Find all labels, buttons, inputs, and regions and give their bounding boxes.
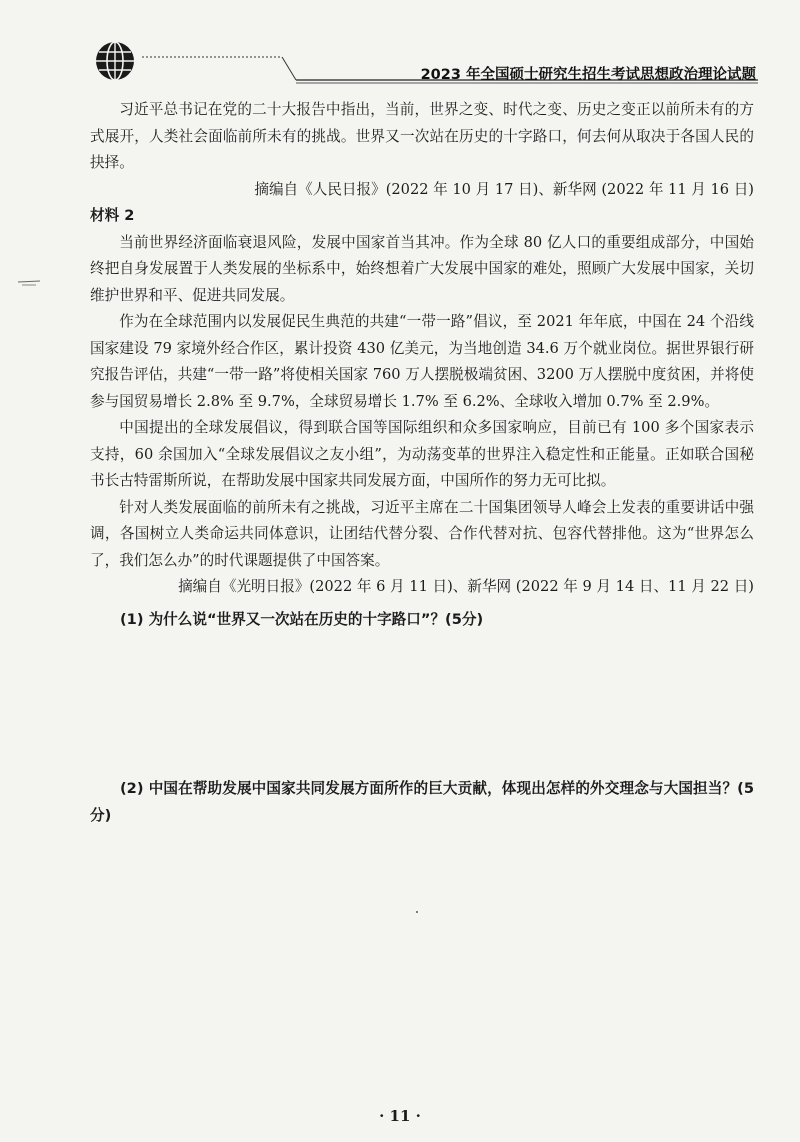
- margin-mark: [16, 276, 44, 290]
- page-number: · 11 ·: [379, 1107, 421, 1125]
- material2-paragraph-1: 当前世界经济面临衰退风险，发展中国家首当其冲。作为全球 80 亿人口的重要组成部分，中国始终把自身发展置于人类发展的坐标系中，始终想着广大发展中国家的难处，照顾广大发展中国家，关切维护世界和平、促进共同发展。: [90, 233, 754, 304]
- question-2: (2) 中国在帮助发展中国家共同发展方面所作的巨大贡献，体现出怎样的外交理念与大国担当？(5分): [90, 780, 754, 824]
- material2-paragraph-2: 作为在全球范围内以发展促民生典范的共建“一带一路”倡议，至 2021 年年底，中国在 24 个沿线国家建设 79 家境外经合作区，累计投资 430 亿美元，为当地创造 34.6 万个就业岗位。据世界银行研究报告评估，共建“一带一路”将使相关国家 760 万人摆脱极端贫困、3200 万人摆脱中度贫困，并将使参与国贸易增长 2.8% 至 9.7%，全球贸易增长 1.7% 至 6.2%、全球收入增加 0.7% 至 2.9%。: [90, 313, 754, 410]
- material2-paragraph-3: 中国提出的全球发展倡议，得到联合国等国际组织和众多国家响应，目前已有 100 多个国家表示支持，60 余国加入“全球发展倡议之友小组”，为动荡变革的世界注入稳定性和正能量。正如联合国秘书长古特雷斯所说，在帮助发展中国家共同发展方面，中国所作的努力无可比拟。: [90, 419, 754, 489]
- page-header: [0, 0, 800, 90]
- question-1: (1) 为什么说“世界又一次站在历史的十字路口”？(5分): [120, 610, 484, 628]
- scan-speck: [416, 911, 418, 913]
- exam-title: 2023 年全国硕士研究生招生考试思想政治理论试题: [420, 67, 756, 83]
- globe-icon: [94, 40, 136, 82]
- exam-content: [90, 97, 754, 633]
- material2-heading: 材料 2: [90, 207, 135, 224]
- material2-source: 摘编自《光明日报》(2022 年 6 月 11 日)、新华网 (2022 年 9 月 14 日、11 月 22 日): [178, 578, 754, 595]
- material2-paragraph-4: 针对人类发展面临的前所未有之挑战，习近平主席在二十国集团领导人峰会上发表的重要讲话中强调，各国树立人类命运共同体意识，让团结代替分裂、合作代替对抗、包容代替排他。这为“世界怎么了，我们怎么办”的时代课题提供了中国答案。: [90, 498, 754, 569]
- material1-paragraph: 习近平总书记在党的二十大报告中指出，当前，世界之变、时代之变、历史之变正以前所未有的方式展开，人类社会面临前所未有的挑战。世界又一次站在历史的十字路口，何去何从取决于各国人民的抉择。: [90, 101, 754, 171]
- material1-source: 摘编自《人民日报》(2022 年 10 月 17 日)、新华网 (2022 年 11 月 16 日): [254, 180, 754, 198]
